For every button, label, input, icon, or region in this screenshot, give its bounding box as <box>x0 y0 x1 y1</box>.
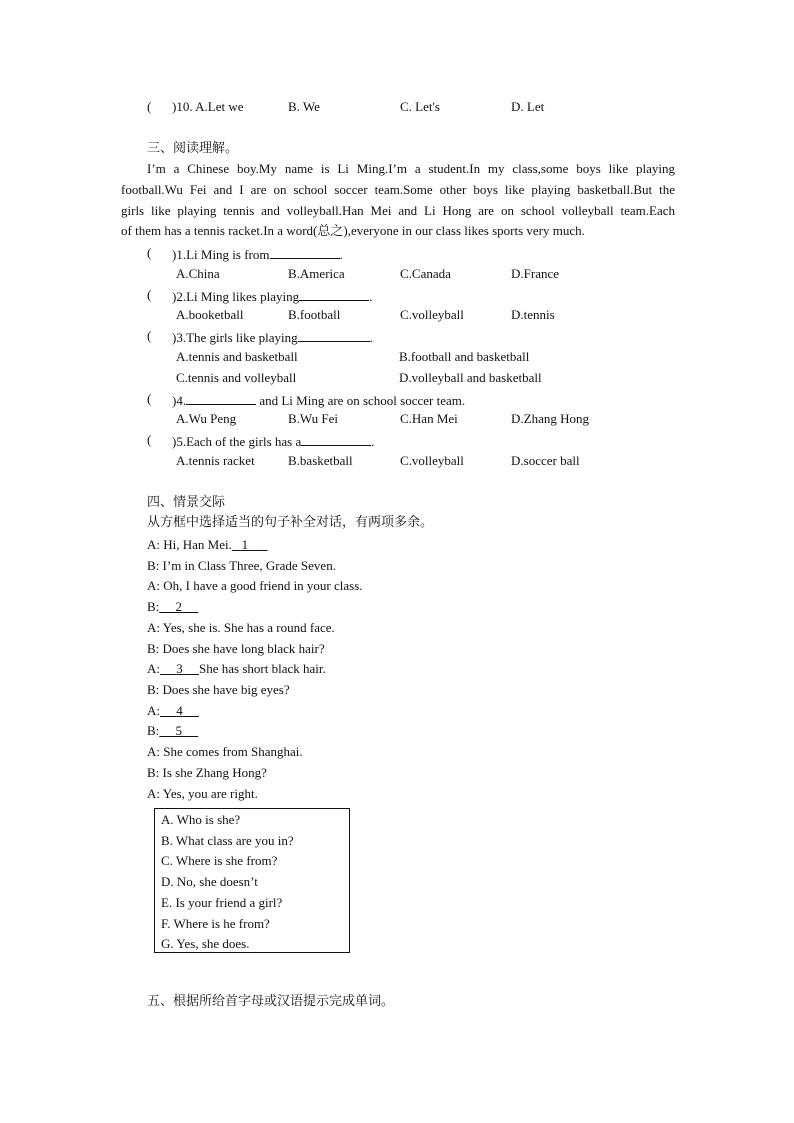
dialogue-blank[interactable] <box>159 723 198 738</box>
dialogue-line: B: Is she Zhang Hong? <box>147 765 267 780</box>
option-item: A. Who is she? <box>161 812 241 827</box>
dialogue-line: A: Yes, she is. She has a round face. <box>147 620 335 635</box>
q1-option-a: A.China <box>176 266 220 281</box>
dialogue-line <box>147 723 198 739</box>
q4-paren: ( <box>147 391 152 406</box>
dialogue-line <box>147 661 326 677</box>
q2-option-a: A.booketball <box>176 307 244 322</box>
q2-option-d: D.tennis <box>511 307 555 322</box>
passage-line: football.Wu Fei and I are on school soccer team.Some other boys like playing basketball.But the <box>121 181 675 197</box>
q2-stem-text: )2.Li Ming likes playing <box>172 289 300 304</box>
q1-option-c: C.Canada <box>400 266 451 281</box>
dialogue-line: B: Does she have big eyes? <box>147 682 290 697</box>
q4-stem-text: )4. <box>172 393 187 408</box>
section4-instruction: 从方框中选择适当的句子补全对话，有两项多余。 <box>147 515 434 530</box>
section5-heading: 五、根据所给首字母或汉语提示完成单词。 <box>147 994 395 1009</box>
q3-paren: ( <box>147 328 152 343</box>
dialogue-text: A: Hi, Han Mei. <box>147 537 232 552</box>
q10-stem: )10. A.Let we <box>172 99 244 114</box>
blank-number: 5 <box>175 723 183 738</box>
q3-option-a: A.tennis and basketball <box>176 349 298 364</box>
q1-stem-text: )1.Li Ming is from <box>172 247 270 262</box>
dialogue-line: A: She comes from Shanghai. <box>147 744 303 759</box>
q1-paren: ( <box>147 245 152 260</box>
q5-option-a: A.tennis racket <box>176 453 255 468</box>
q2-stem <box>172 287 372 305</box>
q2-option-c: C.volleyball <box>400 307 464 322</box>
q10-option-c: C. Let's <box>400 99 440 114</box>
option-item: B. What class are you in? <box>161 833 294 848</box>
q3-stem-text: )3.The girls like playing <box>172 330 298 345</box>
dialogue-line <box>147 537 268 553</box>
dialogue-line: A: Yes, you are right. <box>147 786 258 801</box>
dialogue-blank[interactable] <box>160 703 199 718</box>
dialogue-line <box>147 599 198 615</box>
blank-number: 1 <box>241 537 249 552</box>
dialogue-blank[interactable] <box>159 599 198 614</box>
q5-paren: ( <box>147 432 152 447</box>
answer-blank[interactable] <box>301 432 371 446</box>
q10-option-b: B. We <box>288 99 320 114</box>
options-box <box>154 808 350 953</box>
section3-heading: 三、阅读理解。 <box>147 141 239 156</box>
dialogue-line: B: I’m in Class Three, Grade Seven. <box>147 558 336 573</box>
option-item: G. Yes, she does. <box>161 936 250 951</box>
q1-option-d: D.France <box>511 266 560 281</box>
passage-line: I’m a Chinese boy.My name is Li Ming.I’m a student.In my class,some boys like playing <box>147 161 675 176</box>
dialogue-text: B: <box>147 723 160 738</box>
q10-option-d: D. Let <box>511 99 545 114</box>
q3-stem-end: . <box>369 330 373 345</box>
blank-number: 4 <box>176 703 183 718</box>
q5-option-c: C.volleyball <box>400 453 464 468</box>
passage-line: girls like playing tennis and volleyball.Han Mei and Li Hong are on school volleyball team.Each <box>121 202 675 218</box>
q1-stem-end: . <box>339 247 343 262</box>
q2-option-b: B.football <box>288 307 341 322</box>
q5-stem-end: . <box>371 434 375 449</box>
q4-option-d: D.Zhang Hong <box>511 411 589 426</box>
option-item: E. Is your friend a girl? <box>161 895 283 910</box>
q4-stem <box>172 391 465 409</box>
q5-stem <box>172 432 374 450</box>
reading-passage <box>121 159 675 242</box>
blank-number: 2 <box>175 599 183 614</box>
dialogue-line <box>147 703 199 719</box>
answer-blank[interactable] <box>298 328 370 342</box>
section4-heading: 四、情景交际 <box>147 495 226 510</box>
q4-option-b: B.Wu Fei <box>288 411 339 426</box>
answer-blank[interactable] <box>299 287 369 301</box>
option-item: C. Where is she from? <box>161 853 278 868</box>
dialogue-text: She has short black hair. <box>199 661 326 676</box>
dialogue-blank[interactable] <box>160 661 199 676</box>
dialogue-text: B: <box>147 599 160 614</box>
q3-stem <box>172 328 373 346</box>
answer-blank[interactable] <box>186 391 256 405</box>
passage-line: of them has a tennis racket.In a word(总之),everyone in our class likes sports very much. <box>121 223 585 239</box>
q4-option-a: A.Wu Peng <box>176 411 237 426</box>
dialogue-blank[interactable] <box>232 537 268 552</box>
q3-option-d: D.volleyball and basketball <box>399 370 542 385</box>
q5-option-b: B.basketball <box>288 453 353 468</box>
answer-blank[interactable] <box>270 245 340 259</box>
option-item: F. Where is he from? <box>161 916 270 931</box>
q4-stem-end: and Li Ming are on school soccer team. <box>256 393 466 408</box>
q2-stem-end: . <box>369 289 373 304</box>
dialogue-line: A: Oh, I have a good friend in your class. <box>147 578 363 593</box>
dialogue-text: A: <box>147 661 160 676</box>
option-item: D. No, she doesn’t <box>161 874 258 889</box>
q1-option-b: B.America <box>288 266 345 281</box>
q2-paren: ( <box>147 287 152 302</box>
q5-stem-text: )5.Each of the girls has a <box>172 434 302 449</box>
q10-paren-open: ( <box>147 99 152 114</box>
q4-option-c: C.Han Mei <box>400 411 458 426</box>
q3-option-b: B.football and basketball <box>399 349 530 364</box>
dialogue-line: B: Does she have long black hair? <box>147 641 325 656</box>
q3-option-c: C.tennis and volleyball <box>176 370 297 385</box>
dialogue-text: A: <box>147 703 160 718</box>
blank-number: 3 <box>176 661 183 676</box>
q5-option-d: D.soccer ball <box>511 453 580 468</box>
q1-stem <box>172 245 343 263</box>
